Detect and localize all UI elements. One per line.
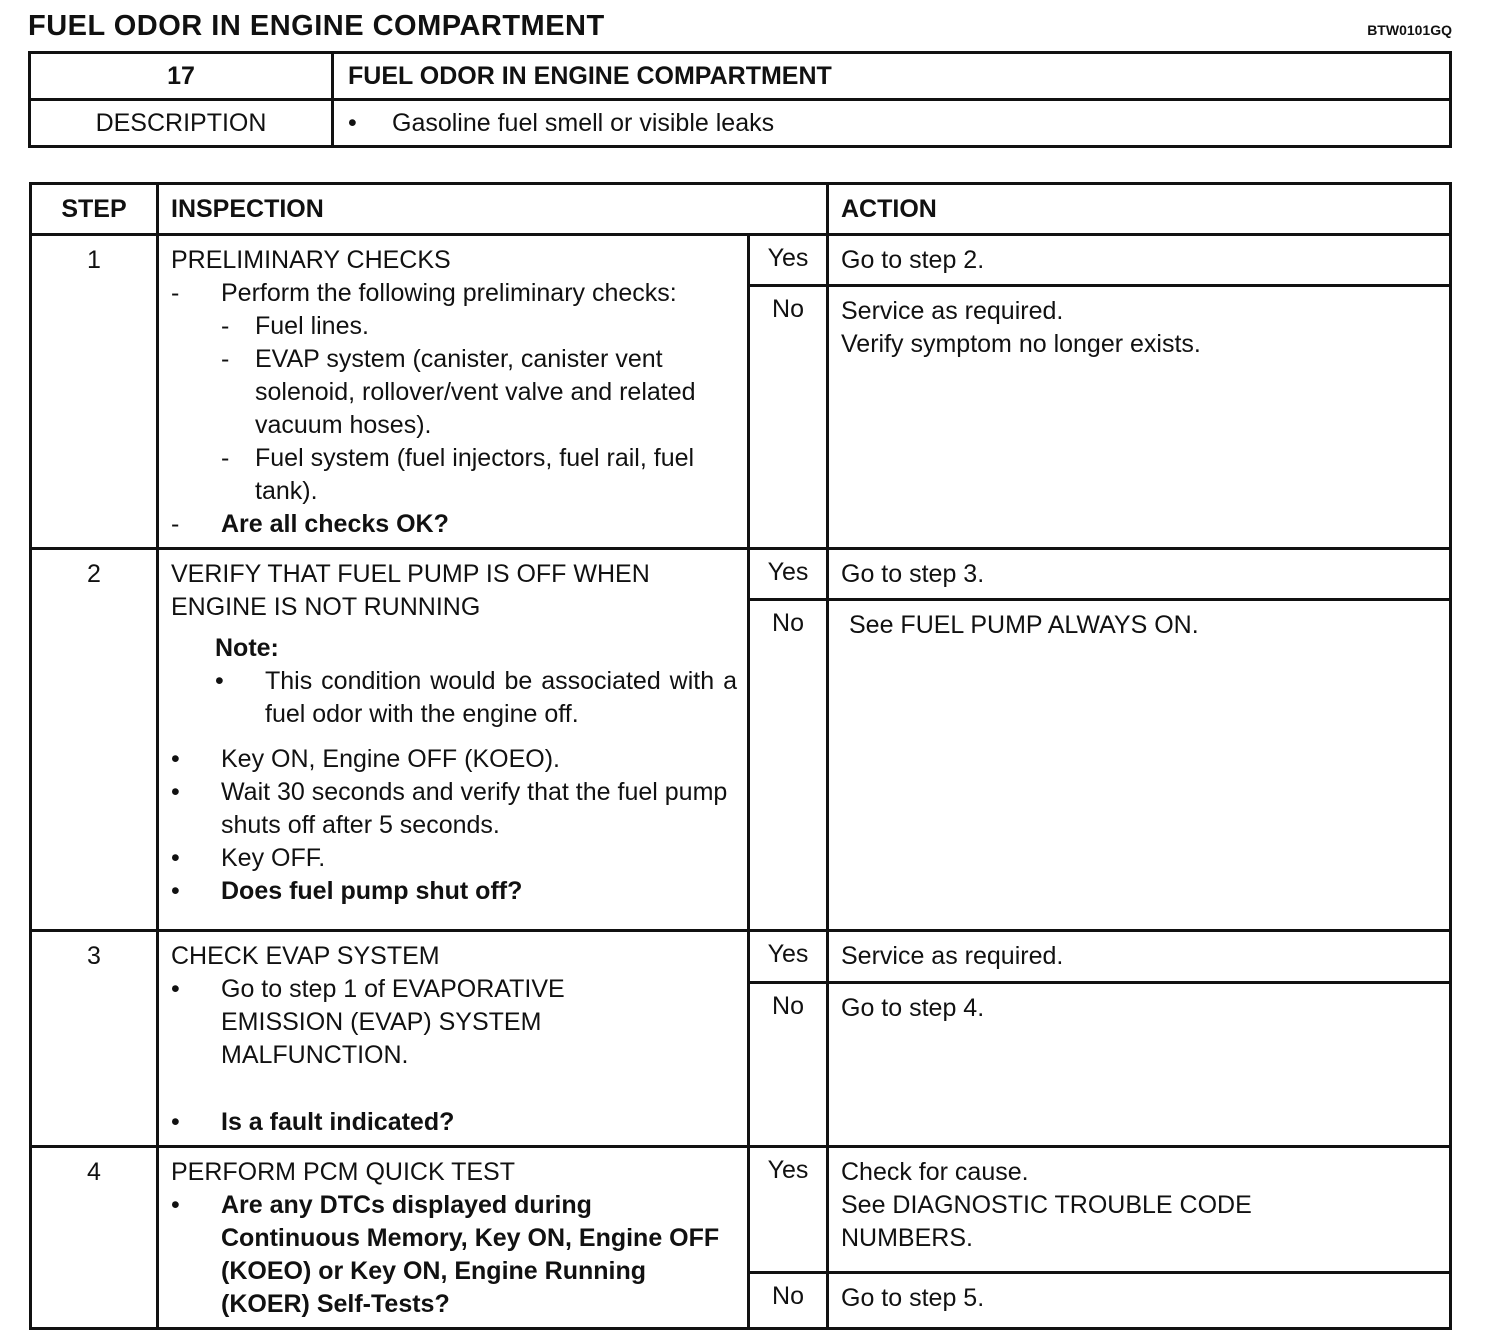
step-title: VERIFY THAT FUEL PUMP IS OFF WHEN ENGINE IS NOT RUNNING xyxy=(171,560,650,621)
column-header-step: STEP xyxy=(31,184,158,235)
yes-action: Service as required. xyxy=(828,931,1451,983)
action-text: Verify symptom no longer exists. xyxy=(841,330,1201,359)
step-number: 2 xyxy=(31,549,158,931)
bullet: • xyxy=(171,975,180,1003)
bullet: • xyxy=(171,844,180,872)
list-item: Key ON, Engine OFF (KOEO). xyxy=(221,745,560,773)
action-text: See DIAGNOSTIC TROUBLE CODE NUMBERS. xyxy=(841,1191,1252,1252)
list-item: Key OFF. xyxy=(221,844,326,872)
bullet: • xyxy=(171,877,180,905)
bullet: • xyxy=(171,1191,180,1219)
yes-label: Yes xyxy=(749,931,828,983)
description-text: Gasoline fuel smell or visible leaks xyxy=(392,108,775,137)
inspection-cell xyxy=(158,1147,749,1329)
inspection-cell xyxy=(158,235,749,549)
step-number: 4 xyxy=(31,1147,158,1329)
step-number: 3 xyxy=(31,931,158,1147)
no-label: No xyxy=(749,600,828,931)
symptom-number: 17 xyxy=(30,53,333,100)
description-label: DESCRIPTION xyxy=(30,100,333,147)
no-action: Go to step 4. xyxy=(828,982,1451,1146)
dash: - xyxy=(171,279,180,307)
list-item: Fuel system (fuel injectors, fuel rail, fuel tank). xyxy=(255,444,695,505)
yes-action: Go to step 2. xyxy=(828,235,1451,286)
description-cell xyxy=(333,100,1451,147)
step-title: CHECK EVAP SYSTEM xyxy=(171,942,440,970)
list-item: Go to step 1 of EVAPORATIVE EMISSION (EVAP) SYSTEM MALFUNCTION. xyxy=(221,975,565,1069)
no-action: See FUEL PUMP ALWAYS ON. xyxy=(828,600,1451,931)
action-text: Service as required. xyxy=(841,297,1064,326)
bullet: • xyxy=(171,778,180,806)
note-text: This condition would be associated with a fuel odor with the engine off. xyxy=(265,667,737,728)
yes-label: Yes xyxy=(749,235,828,286)
bullet: • xyxy=(215,667,224,695)
table-row xyxy=(31,1147,1451,1273)
bullet: • xyxy=(171,1108,180,1136)
bullet: • xyxy=(171,745,180,773)
column-header-action: ACTION xyxy=(828,184,1451,235)
symptom-title: FUEL ODOR IN ENGINE COMPARTMENT xyxy=(333,53,1451,100)
column-header-inspection: INSPECTION xyxy=(158,184,828,235)
yes-label: Yes xyxy=(749,549,828,600)
dash: - xyxy=(221,345,230,373)
table-row xyxy=(31,235,1451,286)
step-title: PERFORM PCM QUICK TEST xyxy=(171,1158,516,1186)
inspection-question: Does fuel pump shut off? xyxy=(221,877,523,905)
action-text: Check for cause. xyxy=(841,1158,1029,1186)
no-action: Go to step 5. xyxy=(828,1273,1451,1329)
note-label: Note: xyxy=(215,634,279,662)
yes-action: Go to step 3. xyxy=(828,549,1451,600)
document-code: BTW0101GQ xyxy=(1367,22,1452,38)
no-label: No xyxy=(749,1273,828,1329)
header-table xyxy=(28,51,1452,148)
list-item: EVAP system (canister, canister vent solenoid, rollover/vent valve and related vacuum hoses). xyxy=(255,345,696,439)
step-title: PRELIMINARY CHECKS xyxy=(171,246,451,274)
inspection-cell xyxy=(158,931,749,1147)
yes-label: Yes xyxy=(749,1147,828,1273)
dash: - xyxy=(171,510,180,538)
inspection-cell xyxy=(158,549,749,931)
dash: - xyxy=(221,312,230,340)
yes-action xyxy=(828,1147,1451,1273)
no-label: No xyxy=(749,982,828,1146)
inspection-text: Perform the following preliminary checks: xyxy=(221,279,677,307)
inspection-question: Are all checks OK? xyxy=(221,510,449,538)
inspection-question: Are any DTCs displayed during Continuous Memory, Key ON, Engine OFF (KOEO) or Key ON, Engine Running (KOER) Self-Tests? xyxy=(221,1191,720,1318)
list-item: Fuel lines. xyxy=(255,312,369,340)
list-item: Wait 30 seconds and verify that the fuel pump shuts off after 5 seconds. xyxy=(221,778,728,839)
no-action xyxy=(828,286,1451,549)
no-label: No xyxy=(749,286,828,549)
diagnostic-table xyxy=(29,182,1452,1330)
inspection-question: Is a fault indicated? xyxy=(221,1108,455,1136)
table-row xyxy=(31,549,1451,600)
note-block xyxy=(215,632,737,731)
step-number: 1 xyxy=(31,235,158,549)
page-title: FUEL ODOR IN ENGINE COMPARTMENT xyxy=(28,10,605,42)
dash: - xyxy=(221,444,230,472)
bullet: • xyxy=(348,108,357,137)
table-row xyxy=(31,931,1451,983)
